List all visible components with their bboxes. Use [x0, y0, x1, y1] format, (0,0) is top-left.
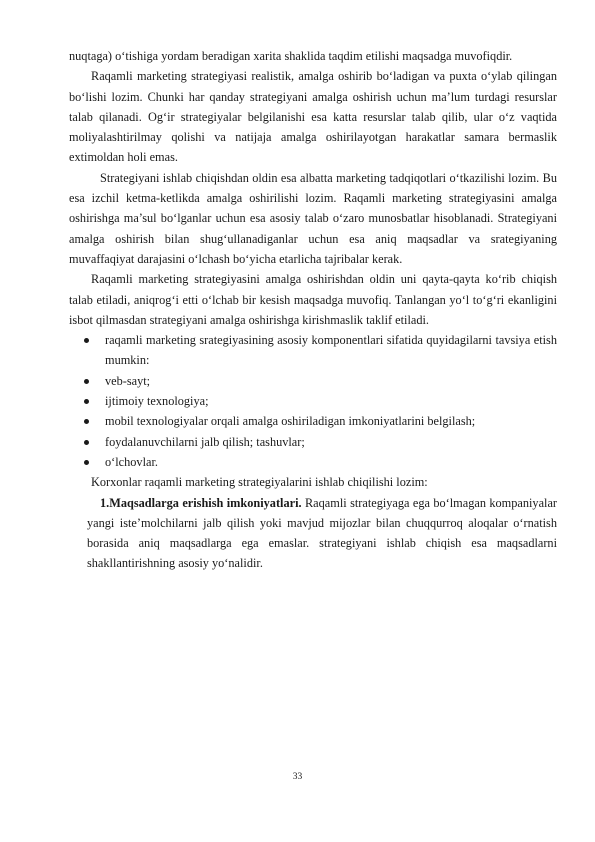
- list-item: [69, 432, 557, 452]
- paragraph-continued: nuqtaga) o‘tishiga yordam beradigan xarita shaklida taqdim etilishi maqsadga muvofiqdir.: [69, 49, 513, 63]
- list-item-text: raqamli marketing srategiyasining asosiy komponentlari sifatida quyidagilarni tavsiya etish mumkin:: [105, 333, 557, 368]
- lead-sentence: Korxonlar raqamli marketing strategiyalarini ishlab chiqilishi lozim:: [91, 475, 428, 490]
- numbered-item-1: [69, 493, 557, 574]
- list-item-text: foydalanuvchilarni jalb qilish; tashuvlar;: [105, 434, 305, 449]
- list-item-text: veb-sayt;: [105, 373, 151, 388]
- paragraph-marketing-research: Strategiyani ishlab chiqishdan oldin esa albatta marketing tadqiqotlari o‘tkazilishi lozim. Bu esa izchil ketma-ketlikda amalga oshirilishi lozim. Raqamli marketing strategiyasini amalga oshirishga ma’sul bo‘lganlar uchun esa asosiy talab o‘zaro munosbatlar hisoblanadi. Strategiyani amalga oshirish bilan shug‘ullanadiganlar uchun esa aniq maqsadlar va srategiyaning muvaffaqiyat darajasini o‘lchash bo‘yicha etarlicha tajribalar kerak.: [69, 170, 557, 266]
- paragraph-strategy-realistic: Raqamli marketing strategiyasi realistik, amalga oshirib bo‘ladigan va puxta o‘ylab qilingan bo‘lishi lozim. Chunki har qanday strategiyani amalga oshirish uchun ma’lum turdagi resurslar talab qilanadi. Og‘ir strategiyalar belgilanishi esa katta resurslar talab qilib, ular o‘z vaqtida moliyalashtirilmay qolishi va natijaja amalga oshirilayotgan harakatlar samara bermaslik extimoldan holi emas.: [69, 69, 557, 165]
- list-item: [69, 411, 557, 431]
- numbered-item-heading: 1.Maqsadlarga erishish imkoniyatlari.: [100, 495, 302, 510]
- list-item: [69, 452, 557, 472]
- list-item-text: o‘lchovlar.: [105, 454, 158, 469]
- components-list: [69, 330, 557, 472]
- list-item-text: mobil texnologiyalar orqali amalga oshiriladigan imkoniyatlarini belgilash;: [105, 414, 476, 429]
- bullet-icon: [84, 399, 89, 404]
- paragraph-review-strategy: Raqamli marketing strategiyasini amalga oshirishdan oldin uni qayta-qayta ko‘rib chiqish talab etiladi, aniqrog‘i etti o‘lchab bir kesish maqsadga muvofiq. Tanlangan yo‘l to‘g‘ri ekanligini isbot qilmasdan strategiyani amalga oshirishga kirishmaslik taklif etiladi.: [69, 272, 557, 327]
- bullet-icon: [84, 419, 89, 424]
- bullet-icon: [84, 460, 89, 465]
- list-item: [69, 371, 557, 391]
- list-item: [69, 330, 557, 371]
- bullet-icon: [84, 338, 89, 343]
- numbered-item-body: Raqamli strategiyaga ega bo‘lmagan kompaniyalar yangi iste’molchilarni jalb qilish yoki mavjud mijozlar bilan chuqqurroq aloqalar o‘rnatish borasida aniq maqsadlarga ega emaslar. strategiyani ishlab chiqish esa maqsadlarni shakllantirishning asosiy yo‘nalidir.: [87, 495, 557, 571]
- bullet-icon: [84, 379, 89, 384]
- page-number: 33: [292, 772, 303, 782]
- list-item: [69, 391, 557, 411]
- list-item-text: ijtimoiy texnologiya;: [105, 394, 209, 409]
- document-body: [69, 46, 557, 574]
- bullet-icon: [84, 440, 89, 445]
